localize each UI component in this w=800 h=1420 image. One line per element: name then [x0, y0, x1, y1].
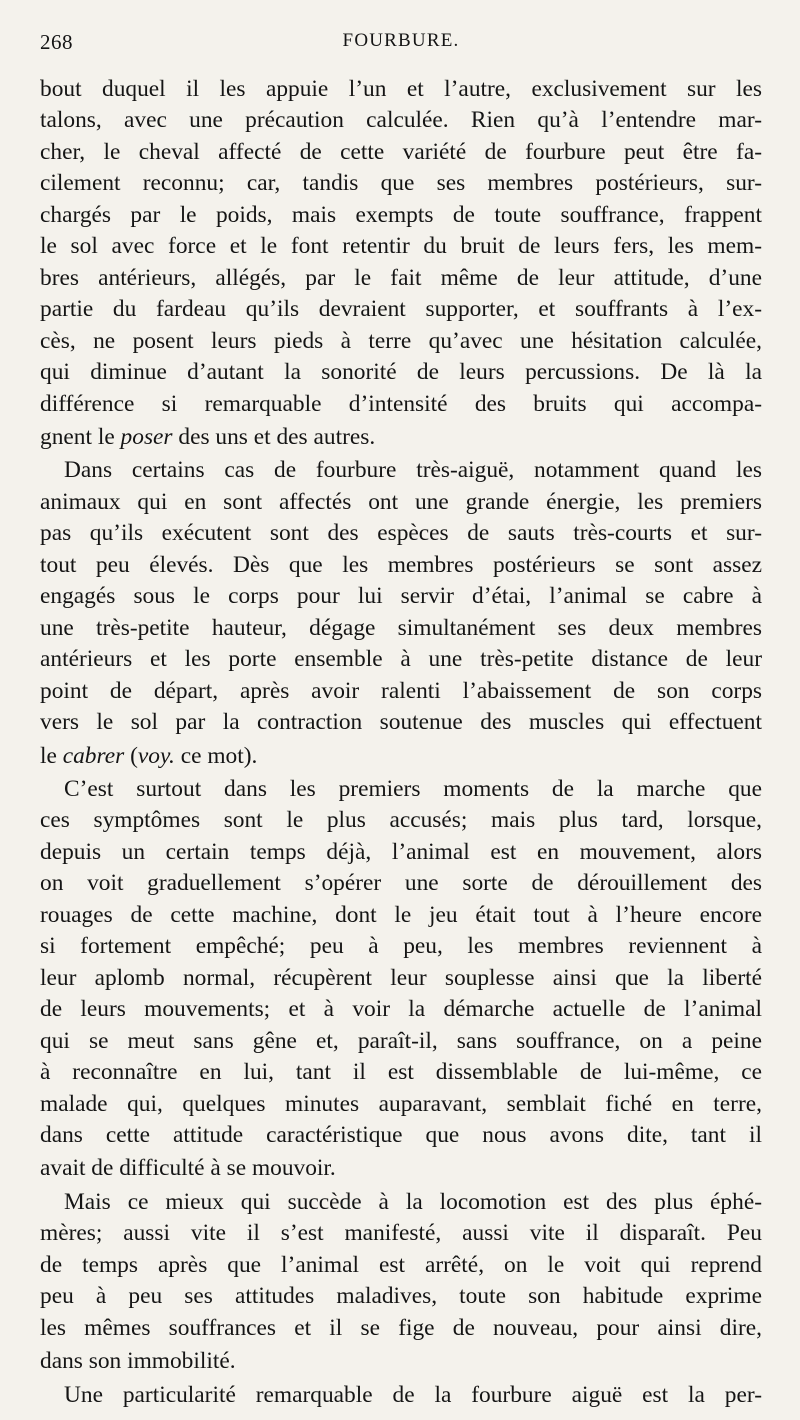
text-line: le sol avec force et le font retentir du bruit de leurs fers, les mem- — [40, 233, 762, 260]
text-line: Dans certains cas de fourbure très-aiguë, notamment quand les — [64, 457, 762, 484]
text-line: qui se meut sans gêne et, paraît-il, sans souffrance, on a peine — [40, 1027, 762, 1054]
paragraph-5 — [40, 1380, 762, 1411]
paragraph-3 — [40, 774, 762, 1151]
text-segment: le — [40, 742, 63, 769]
text-line: bout duquel il les appuie l’un et l’autre, exclusivement sur les — [40, 76, 762, 102]
italic-word: poser — [120, 423, 173, 450]
paragraph-3-last-line — [40, 1153, 762, 1184]
text-line: cher, le cheval affecté de cette variété de fourbure peut être fa- — [40, 138, 762, 165]
text-segment: ce mot). — [174, 742, 258, 769]
text-line: engagés sous le corps pour lui servir d’étai, l’animal se cabre à — [40, 583, 762, 610]
text-line: depuis un certain temps déjà, l’animal est en mouvement, alors — [40, 838, 762, 865]
text-line: tout peu élevés. Dès que les membres postérieurs se sont assez — [40, 551, 762, 578]
text-line: Une particularité remarquable de la fourbure aiguë est la per- — [64, 1381, 762, 1408]
text-segment: ( — [124, 742, 138, 769]
text-line: chargés par le poids, mais exempts de toute souffrance, frappent — [40, 201, 762, 228]
italic-word: cabrer — [62, 742, 125, 769]
italic-word: voy. — [137, 742, 175, 769]
text-line: partie du fardeau qu’ils devraient supporter, et souffrants à l’ex- — [40, 296, 762, 323]
text-segment: des uns et des autres. — [172, 423, 376, 450]
text-line: C’est surtout dans les premiers moments de la marche que — [64, 775, 762, 802]
paragraph-4-last-line — [40, 1346, 762, 1377]
text-segment: avait de difficulté à se mouvoir. — [40, 1155, 336, 1182]
text-line: antérieurs et les porte ensemble à une très-petite distance de leur — [40, 646, 762, 673]
text-line: rouages de cette machine, dont le jeu était tout à l’heure encore — [40, 901, 762, 928]
page-header — [40, 30, 762, 64]
text-line: pas qu’ils exécutent sont des espèces de sauts très-courts et sur- — [40, 520, 762, 547]
text-line: animaux qui en sont affectés ont une grande énergie, les premiers — [40, 488, 762, 515]
text-line: cilement reconnu; car, tandis que ses membres postérieurs, sur- — [40, 170, 762, 197]
page-body — [40, 74, 762, 1411]
paragraph-2-last-line — [40, 741, 762, 772]
text-line: point de départ, après avoir ralenti l’abaissement de son corps — [40, 677, 762, 704]
paragraph-2 — [40, 455, 762, 738]
text-line: de leurs mouvements; et à voir la démarche actuelle de l’animal — [40, 996, 762, 1023]
text-line: vers le sol par la contraction soutenue des muscles qui effectuent — [40, 709, 762, 736]
text-line: Mais ce mieux qui succède à la locomotion est des plus éphé- — [64, 1188, 762, 1215]
text-line: les mêmes souffrances et il se fige de nouveau, pour ainsi dire, — [40, 1314, 762, 1341]
text-line: peu à peu ses attitudes maladives, toute son habitude exprime — [40, 1283, 762, 1310]
page-number: 268 — [40, 30, 73, 54]
text-line: qui diminue d’autant la sonorité de leurs percussions. De là la — [40, 359, 762, 386]
text-segment: dans son immobilité. — [40, 1348, 236, 1375]
text-line: malade qui, quelques minutes auparavant, semblait fiché en terre, — [40, 1090, 762, 1117]
text-segment: gnent le — [40, 423, 121, 450]
paragraph-1 — [40, 74, 762, 420]
text-line: on voit graduellement s’opérer une sorte de dérouillement des — [40, 870, 762, 897]
text-line: bres antérieurs, allégés, par le fait même de leur attitude, d’une — [40, 264, 762, 291]
text-line: si fortement empêché; peu à peu, les membres reviennent à — [40, 933, 762, 960]
paragraph-1-last-line — [40, 422, 762, 453]
running-title: FOURBURE. — [342, 30, 460, 51]
text-line: une très-petite hauteur, dégage simultanément ses deux membres — [40, 614, 762, 641]
paragraph-4 — [40, 1187, 762, 1344]
text-line: leur aplomb normal, récupèrent leur souplesse ainsi que la liberté — [40, 964, 762, 991]
text-line: mères; aussi vite il s’est manifesté, aussi vite il disparaît. Peu — [40, 1220, 762, 1247]
text-line: différence si remarquable d’intensité des bruits qui accompa- — [40, 390, 762, 417]
text-line: à reconnaître en lui, tant il est dissemblable de lui-même, ce — [40, 1059, 762, 1086]
text-line: talons, avec une précaution calculée. Rien qu’à l’entendre mar- — [40, 107, 762, 134]
text-line: de temps après que l’animal est arrêté, on le voit qui reprend — [40, 1251, 762, 1278]
text-line: dans cette attitude caractéristique que nous avons dite, tant il — [40, 1121, 762, 1148]
text-line: cès, ne posent leurs pieds à terre qu’avec une hésitation calculée, — [40, 327, 762, 354]
text-line: ces symptômes sont le plus accusés; mais plus tard, lorsque, — [40, 807, 762, 834]
